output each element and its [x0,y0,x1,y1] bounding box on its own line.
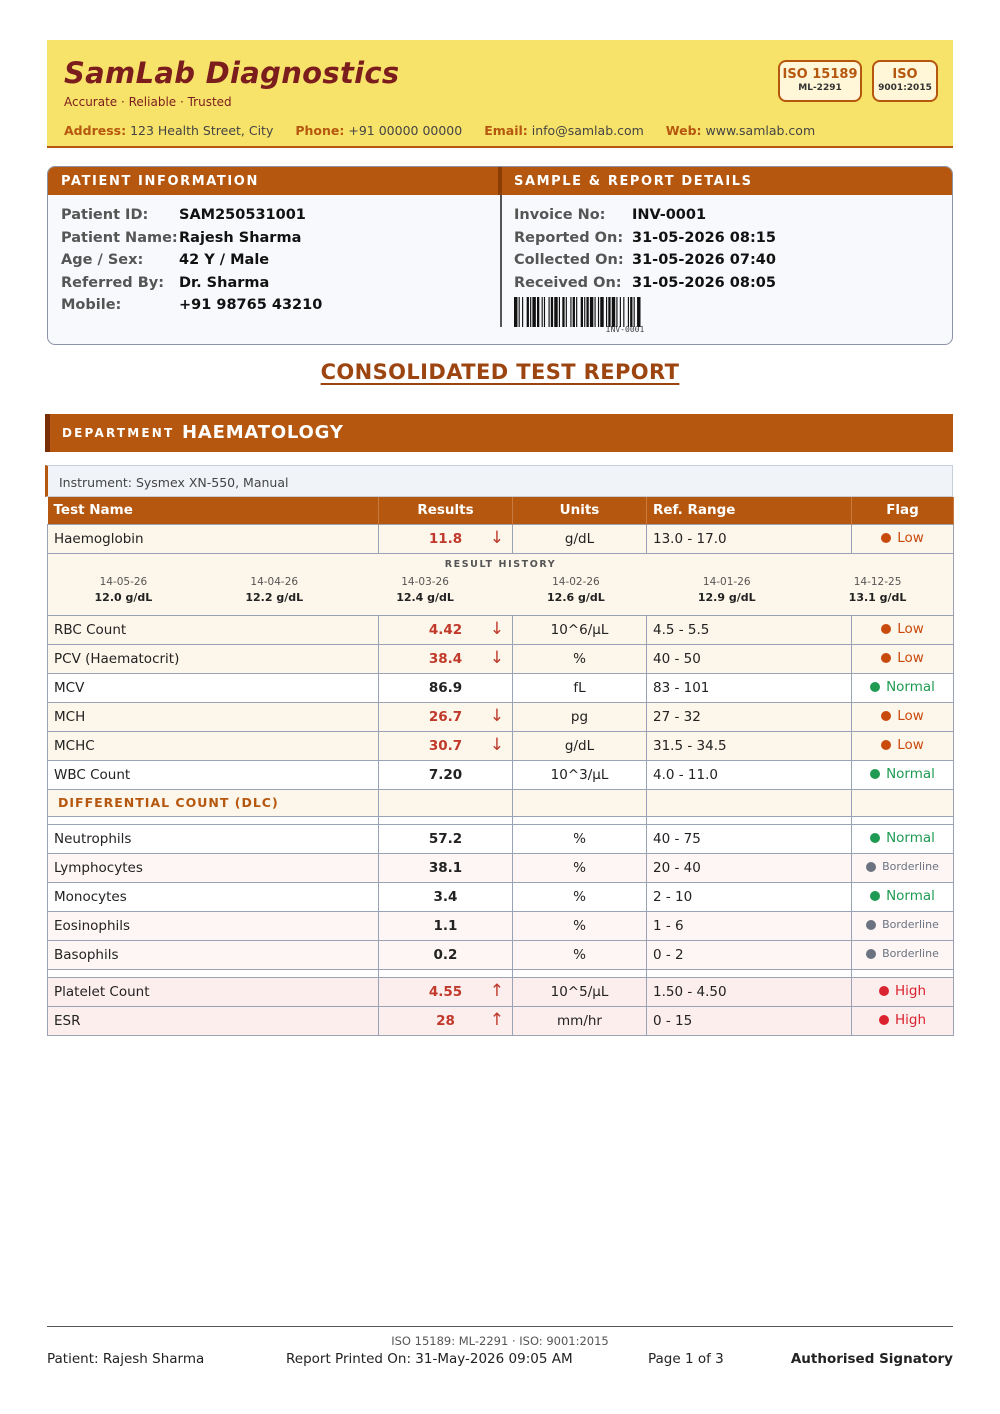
section-label: DIFFERENTIAL COUNT (DLC) [48,789,379,816]
table-row [48,673,954,702]
test-flag: Borderline [852,940,954,969]
test-result: 57.2 [379,824,513,853]
patient-sample-info-box [47,166,953,345]
test-range: 0 - 2 [647,940,852,969]
table-row [48,940,954,969]
test-name: Monocytes [48,882,379,911]
report-title: CONSOLIDATED TEST REPORT [320,360,680,384]
test-unit: 10^5/µL [513,977,647,1006]
test-unit: % [513,911,647,940]
footer-iso-line: ISO 15189: ML-2291 · ISO: 9001:2015 [391,1334,609,1348]
test-flag: Low [852,524,954,553]
lab-brand-name: SamLab Diagnostics [64,56,400,90]
col-results: Results [379,497,513,524]
patient-id-row: Patient ID: SAM250531001 [61,207,306,223]
iso-15189-badge: ISO 15189 ML-2291 [778,60,862,102]
test-result: 38.4 ↓ [379,644,513,673]
department-bar [45,414,953,452]
test-unit: 10^6/µL [513,615,647,644]
table-row [48,853,954,882]
contact-web: Web: www.samlab.com [665,123,816,138]
history-item: 14-03-26 12.4 g/dL [396,576,454,604]
test-unit: pg [513,702,647,731]
flag-dot-icon [870,833,880,843]
test-flag: Low [852,702,954,731]
arrow-up-icon: ↑ [489,980,504,1001]
reported-on-row: Reported On: 31-05-2026 08:15 [514,229,776,246]
contact-email: Email: info@samlab.com [484,123,644,138]
test-result: 1.1 [379,911,513,940]
test-flag: Normal [852,882,954,911]
received-on-row: Received On: 31-05-2026 08:05 [514,274,776,291]
flag-dot-icon [866,949,876,959]
test-unit: % [513,940,647,969]
flag-dot-icon [881,740,891,750]
test-range: 2 - 10 [647,882,852,911]
department-label: DEPARTMENT [62,426,175,440]
lab-tagline: Accurate · Reliable · Trusted [64,95,232,109]
test-unit: % [513,824,647,853]
flag-dot-icon [879,986,889,996]
history-item: 14-02-26 12.6 g/dL [547,576,605,604]
test-flag: Normal [852,760,954,789]
test-range: 31.5 - 34.5 [647,731,852,760]
arrow-up-icon: ↑ [489,1009,504,1030]
test-name: ESR [48,1006,379,1035]
test-result: 30.7 ↓ [379,731,513,760]
history-item: 14-12-25 13.1 g/dL [848,576,907,604]
table-row [48,824,954,853]
test-result: 7.20 [379,760,513,789]
test-name: MCV [48,673,379,702]
table-row [48,760,954,789]
arrow-down-icon: ↓ [489,647,504,668]
flag-dot-icon [881,624,891,634]
test-result: 38.1 [379,853,513,882]
test-name: MCH [48,702,379,731]
test-name: Eosinophils [48,911,379,940]
footer-page-number: Page 1 of 3 [648,1351,724,1367]
barcode-icon [514,297,736,327]
flag-dot-icon [879,1015,889,1025]
test-unit: % [513,853,647,882]
test-range: 27 - 32 [647,702,852,731]
arrow-down-icon: ↓ [489,705,504,726]
table-row [48,644,954,673]
invoice-row: Invoice No: INV-0001 [514,207,707,223]
sample-fields [514,204,776,294]
test-result: 4.55 ↑ [379,977,513,1006]
info-divider [500,195,502,327]
arrow-down-icon: ↓ [489,618,504,639]
test-flag: Low [852,731,954,760]
flag-dot-icon [870,769,880,779]
test-name: Platelet Count [48,977,379,1006]
test-flag: Borderline [852,853,954,882]
table-row-haemoglobin [48,524,954,553]
footer-patient: Patient: Rajesh Sharma [47,1351,205,1367]
patient-mobile-row: Mobile: +91 98765 43210 [61,297,323,313]
test-range: 4.0 - 11.0 [647,760,852,789]
test-range: 83 - 101 [647,673,852,702]
table-row [48,977,954,1006]
barcode-text: INV-0001 [605,325,645,334]
test-unit: % [513,644,647,673]
test-range: 0 - 15 [647,1006,852,1035]
table-row [48,702,954,731]
test-unit: g/dL [513,731,647,760]
test-range: 1.50 - 4.50 [647,977,852,1006]
test-range: 4.5 - 5.5 [647,615,852,644]
test-result: 26.7 ↓ [379,702,513,731]
test-name: PCV (Haematocrit) [48,644,379,673]
test-unit: % [513,882,647,911]
test-result: 4.42 ↓ [379,615,513,644]
instrument-note [45,465,953,497]
arrow-down-icon: ↓ [489,527,504,548]
test-unit: fL [513,673,647,702]
test-flag: Normal [852,824,954,853]
test-flag: Borderline [852,911,954,940]
test-range: 1 - 6 [647,911,852,940]
flag-dot-icon [870,682,880,692]
flag-dot-icon [881,711,891,721]
test-flag: High [852,977,954,1006]
table-row [48,731,954,760]
test-result: 86.9 [379,673,513,702]
flag-dot-icon [866,920,876,930]
test-flag: High [852,1006,954,1035]
section-row-dlc [48,789,954,816]
flag-dot-icon [881,533,891,543]
test-name: Neutrophils [48,824,379,853]
test-unit: 10^3/µL [513,760,647,789]
history-item: 14-05-26 12.0 g/dL [94,576,153,604]
patient-referred-row: Referred By: Dr. Sharma [61,274,270,291]
patient-fields [61,204,322,317]
table-row [48,882,954,911]
table-row [48,1006,954,1035]
table-row [48,615,954,644]
results-table [47,497,954,1036]
instrument-text: Instrument: Sysmex XN-550, Manual [59,475,289,490]
test-range: 40 - 75 [647,824,852,853]
history-item: 14-01-26 12.9 g/dL [697,576,756,604]
test-result: 0.2 [379,940,513,969]
test-name: Lymphocytes [48,853,379,882]
sample-info-heading: SAMPLE & REPORT DETAILS [514,174,753,189]
test-range: 40 - 50 [647,644,852,673]
test-result: 28 ↑ [379,1006,513,1035]
test-flag: Low [852,644,954,673]
test-flag: Normal [852,673,954,702]
col-flag: Flag [852,497,954,524]
department-name: HAEMATOLOGY [182,422,344,443]
contact-phone: Phone: +91 00000 00000 [295,123,463,138]
arrow-down-icon: ↓ [489,734,504,755]
iso-9001-badge: ISO 9001:2015 [872,60,938,102]
result-history-row [48,553,954,615]
flag-dot-icon [866,862,876,872]
test-result: 11.8 ↓ [379,524,513,553]
test-name: MCHC [48,731,379,760]
test-flag: Low [852,615,954,644]
patient-name-row: Patient Name: Rajesh Sharma [61,229,302,246]
col-units: Units [513,497,647,524]
test-result: 3.4 [379,882,513,911]
spacer-row [48,969,954,977]
test-name: Basophils [48,940,379,969]
flag-dot-icon [881,653,891,663]
info-header-bar [48,167,952,195]
result-history-title: RESULT HISTORY [444,559,557,570]
footer-signatory: Authorised Signatory [790,1351,953,1367]
history-item: 14-04-26 12.2 g/dL [245,576,304,604]
patient-info-heading: PATIENT INFORMATION [61,174,259,189]
test-name: WBC Count [48,760,379,789]
contact-line [64,123,833,138]
col-test-name: Test Name [48,497,379,524]
collected-on-row: Collected On: 31-05-2026 07:40 [514,252,776,268]
table-header-row [48,497,954,524]
test-name: Haemoglobin [48,524,379,553]
test-unit: g/dL [513,524,647,553]
footer-divider [47,1326,953,1327]
header-separator [498,167,502,195]
footer-printed-on: Report Printed On: 31-May-2026 09:05 AM [286,1351,573,1367]
test-unit: mm/hr [513,1006,647,1035]
test-range: 13.0 - 17.0 [647,524,852,553]
flag-dot-icon [870,891,880,901]
test-name: RBC Count [48,615,379,644]
col-ref-range: Ref. Range [647,497,852,524]
table-row [48,911,954,940]
patient-age-sex-row: Age / Sex: 42 Y / Male [61,252,270,268]
lab-header [47,40,953,148]
test-range: 20 - 40 [647,853,852,882]
contact-address: Address: 123 Health Street, City [64,123,274,138]
spacer-row [48,816,954,824]
